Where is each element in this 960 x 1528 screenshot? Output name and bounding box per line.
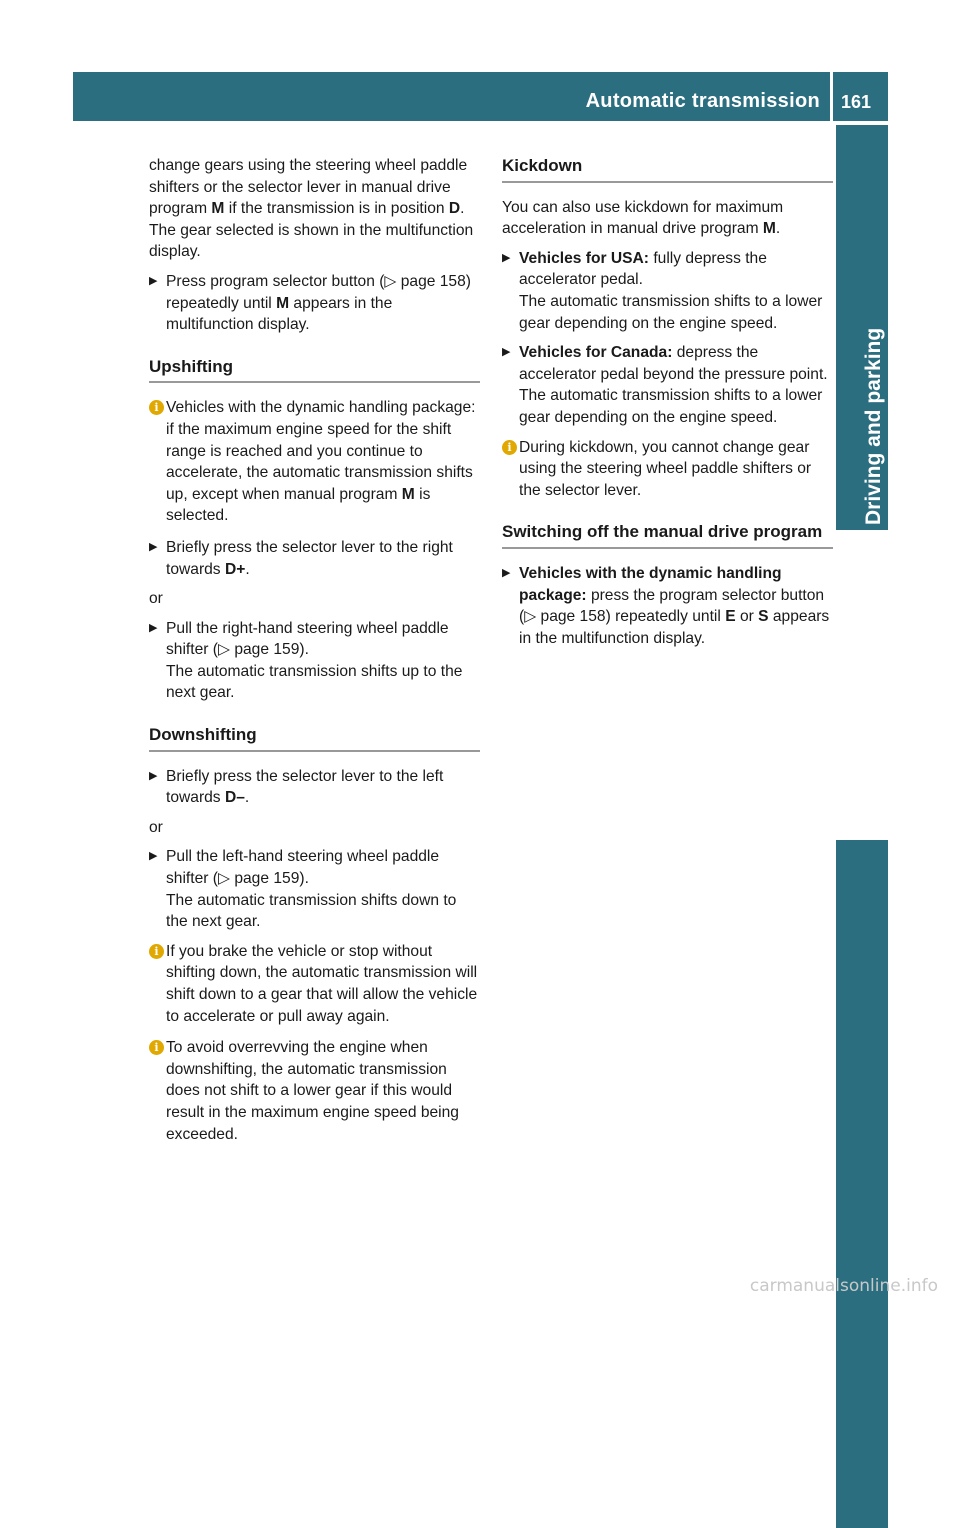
instruction-step: ▶ Press program selector button (▷ page 158) repeatedly until M appears in the multifunction display. <box>149 272 471 334</box>
intro-paragraph: change gears using the steering wheel paddle shifters or the selector lever in manual drive program M if the transmission is in position D. The gear selected is shown in the multifunction display. <box>149 157 474 261</box>
step-arrow-icon: ▶ <box>502 566 511 579</box>
instruction-step: ▶ Vehicles with the dynamic handling package: press the program selector button (▷ page 158) repeatedly until E or S appears in the multifunction display. <box>502 564 830 647</box>
step-arrow-icon: ▶ <box>149 850 158 863</box>
step-result: The automatic transmission shifts down to the next gear. <box>166 891 457 931</box>
step-arrow-icon: ▶ <box>149 769 158 782</box>
step-result: The automatic transmission shifts up to the next gear. <box>166 662 463 702</box>
or-text: or <box>149 590 163 608</box>
page-number: 161 <box>841 92 872 112</box>
page-title: Automatic transmission <box>585 90 820 112</box>
instruction-step: ▶ Pull the left-hand steering wheel paddle shifter (▷ page 159). The automatic transmission shifts down to the next gear. <box>149 846 480 932</box>
step-arrow-icon: ▶ <box>502 251 511 264</box>
page-number-box <box>833 72 888 121</box>
right-column <box>502 155 833 657</box>
instruction-step: ▶ Briefly press the selector lever to the right towards D+. <box>149 538 453 578</box>
heading-switching-off: Switching off the manual drive program <box>502 521 833 549</box>
kickdown-intro: You can also use kickdown for maximum acceleration in manual drive program M. <box>502 198 784 238</box>
info-note: i During kickdown, you cannot change gear using the steering wheel paddle shifters or the selector lever. <box>502 437 833 502</box>
instruction-step: ▶ Vehicles for Canada: depress the accelerator pedal beyond the pressure point. The automatic transmission shifts to a lower gear depending on the engine speed. <box>502 342 833 428</box>
step-result: The automatic transmission shifts to a lower gear depending on the engine speed. <box>519 387 823 426</box>
info-note: i Vehicles with the dynamic handling package: if the maximum engine speed for the shift range is reached and you continue to accelerate, the automatic transmission shifts up, except when manual program M is selected. <box>149 397 480 527</box>
step-arrow-icon: ▶ <box>149 540 158 553</box>
info-note: i To avoid overrevving the engine when downshifting, the automatic transmission does not shift to a lower gear if this would result in the maximum engine speed being exceeded. <box>149 1037 480 1145</box>
section-side-tab <box>836 125 888 530</box>
instruction-step: ▶ Vehicles for USA: fully depress the accelerator pedal. The automatic transmission shifts to a lower gear depending on the engine speed. <box>502 248 833 334</box>
side-tab-block <box>836 840 888 1528</box>
heading-upshifting: Upshifting <box>149 356 480 384</box>
step-arrow-icon: ▶ <box>149 274 158 287</box>
step-arrow-icon: ▶ <box>502 346 511 359</box>
info-icon: i <box>502 440 517 455</box>
step-result: The automatic transmission shifts to a lower gear depending on the engine speed. <box>519 292 823 332</box>
info-icon: i <box>149 1040 164 1055</box>
or-text: or <box>149 818 163 836</box>
page-ref-icon: ▷ <box>524 608 537 626</box>
heading-downshifting: Downshifting <box>149 724 480 752</box>
page-ref-icon: ▷ <box>384 272 397 290</box>
instruction-step: ▶ Briefly press the selector lever to the left towards D–. <box>149 767 444 807</box>
page-ref-icon: ▷ <box>218 870 230 888</box>
info-note: i If you brake the vehicle or stop without shifting down, the automatic transmission will shift down to a gear that will allow the vehicle to accelerate or pull away again. <box>149 941 480 1027</box>
step-arrow-icon: ▶ <box>149 621 158 634</box>
instruction-step: ▶ Pull the right-hand steering wheel paddle shifter (▷ page 159). The automatic transmission shifts up to the next gear. <box>149 618 480 704</box>
info-icon: i <box>149 944 164 959</box>
heading-kickdown: Kickdown <box>502 155 833 183</box>
info-icon: i <box>149 400 164 415</box>
page-ref-icon: ▷ <box>218 641 230 659</box>
section-label: Driving and parking <box>862 327 885 525</box>
header-bar <box>73 72 830 121</box>
left-column <box>149 155 480 1155</box>
watermark: carmanualsonline.info <box>749 1276 938 1296</box>
